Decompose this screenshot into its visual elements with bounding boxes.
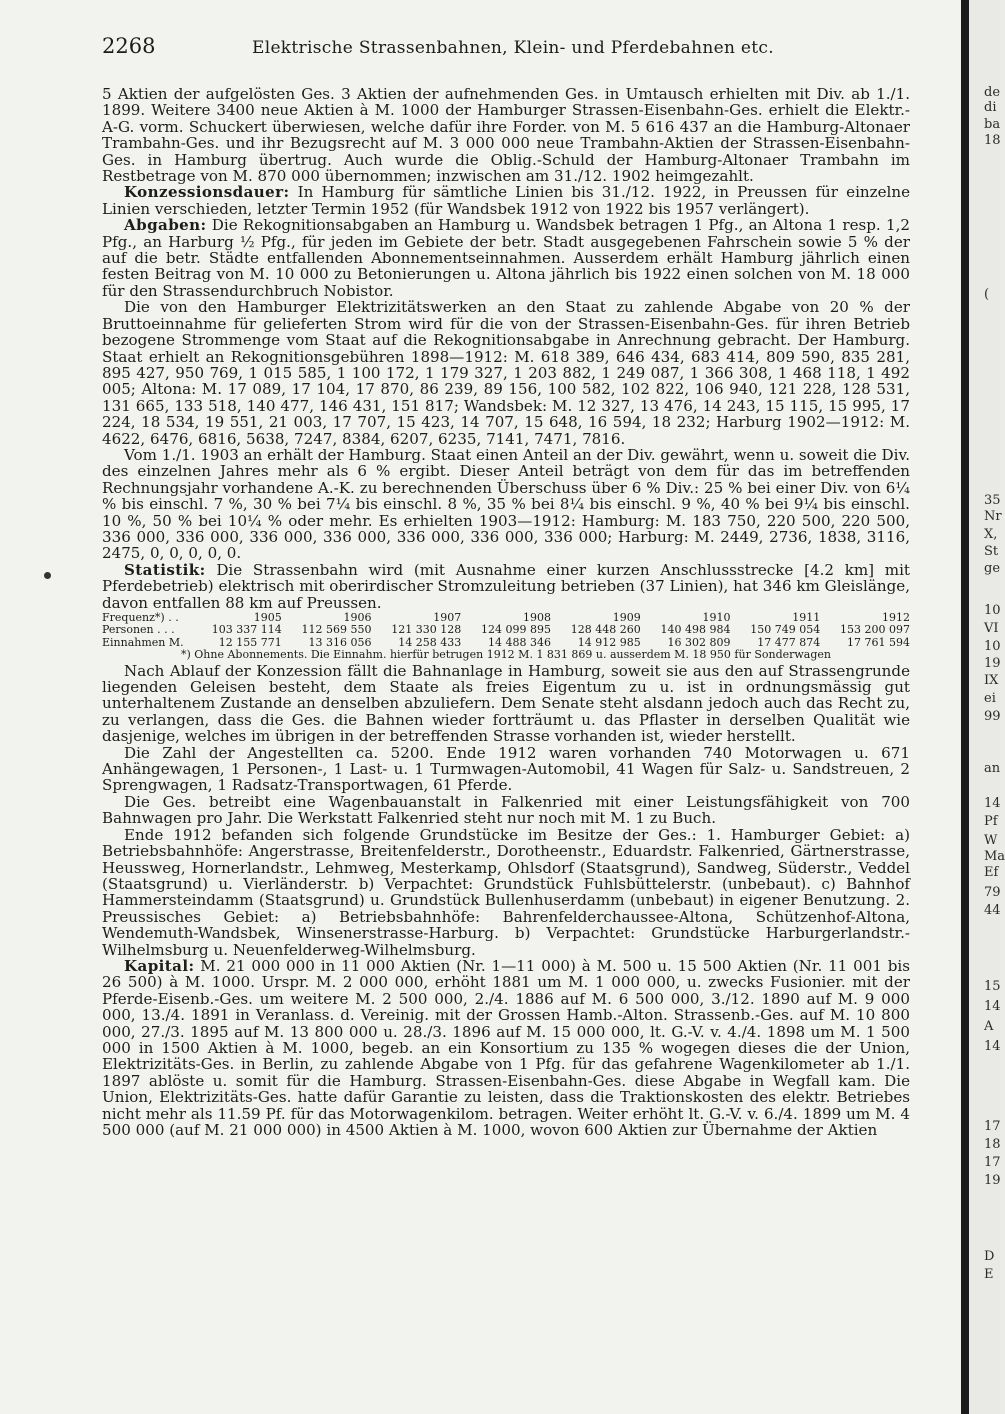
paragraphs-before-table	[102, 86, 910, 611]
edge-text-fragment: an	[984, 761, 1001, 776]
edge-text-fragment: 14	[984, 796, 1001, 811]
edge-text-fragment: St	[984, 544, 999, 559]
edge-text-fragment: 10	[984, 603, 1001, 618]
edge-text-fragment: D	[984, 1249, 995, 1264]
table-cell: 121 330 128	[391, 623, 462, 637]
edge-text-fragment: 17	[984, 1119, 1001, 1134]
text-block	[102, 86, 910, 1138]
edge-text-fragment: IX	[984, 673, 999, 688]
year-header-cell: 1911	[792, 611, 821, 624]
edge-text-fragment: 17	[984, 1155, 1001, 1170]
paragraph-text: In Hamburg für sämtliche Linien bis 31./12. 1922, in Preussen für einzelne Linien verschieden, letzter Termin 1952 (für Wandsbek 1912 von 1922 bis 1957 verlängert).	[102, 183, 910, 218]
edge-text-fragment: W	[984, 833, 998, 848]
edge-text-fragment: Nr	[984, 509, 1002, 524]
table-cell: 103 337 114	[211, 623, 282, 637]
paragraph-text: M. 21 000 000 in 11 000 Aktien (Nr. 1—11 000) à M. 500 u. 15 500 Aktien (Nr. 11 001 bis 26 500) à M. 1000. Urspr. M. 2 000 000, erhöht 1881 um M. 1 000 000, u. zwecks Fusionier. mit der Pferde-Eisenb.-Ges. um weitere M. 2 500 000, 2./4. 1886 auf M. 6 500 000, 3./12. 1890 auf M. 9 000 000, 13./4. 1891 in Veranlass. d. Vereinig. mit der Grossen Hamb.-Alton. Strassenb.-Ges. auf M. 10 800 000, 27./3. 1895 auf M. 13 800 000 u. 28./3. 1896 auf M. 15 000 000, lt. G.-V. v. 4./4. 1898 um M. 1 500 000 in 1500 Aktien à M. 1000, begeb. an ein Konsortium zu 135 % wogegen dieses die der Union, Elektrizitäts-Ges. in Berlin, zu zahlende Abgabe von 1 Pfg. für das gefahrene Wagenkilometer ab 1./1. 1897 ablöste u. somit für die Hamburg. Strassen-Eisenbahn-Ges. diese Abgabe in Wegfall kam. Die Union, Elektrizitäts-Ges. hatte dafür Garantie zu leisten, dass die Traktionskosten des elektr. Betriebes nicht mehr als 11.59 Pf. für das Motorwagenkilom. betragen. Weiter erhöht lt. G.-V. v. 6./4. 1899 um M. 4 500 000 (auf M. 21 000 000) in 4500 Aktien à M. 1000, wovon 600 Aktien zur Übernahme der Aktien	[102, 956, 910, 1139]
edge-text-fragment: ge	[984, 561, 1001, 576]
edge-text-fragment: 19	[984, 1173, 1001, 1188]
edge-text-fragment: 18	[984, 133, 1001, 148]
paragraph-text: Die von den Hamburger Elektrizitätswerken an den Staat zu zahlende Abgabe von 20 % der Bruttoeinnahme für gelieferten Strom wird für die von der Strassen-Eisenbahn-Ges. für ihren Betrieb bezogene Strommenge vom Staat auf die Rekognitionsabgabe in Anrechnung gebracht. Der Hamburg. Staat erhielt an Rekognitionsgebühren 1898—1912: M. 618 389, 646 434, 683 414, 809 590, 835 281, 895 427, 950 769, 1 015 585, 1 100 172, 1 179 327, 1 203 882, 1 249 087, 1 366 308, 1 468 118, 1 492 005; Altona: M. 17 089, 17 104, 17 870, 86 239, 89 156, 100 582, 102 822, 106 940, 121 228, 128 531, 131 665, 133 518, 140 477, 146 431, 151 817; Wandsbek: M. 12 327, 13 476, 14 243, 15 115, 15 995, 17 224, 18 534, 19 551, 21 003, 17 707, 15 423, 14 707, 15 648, 16 594, 18 232; Harburg 1902—1912: M. 4622, 6476, 6816, 5638, 7247, 8384, 6207, 6235, 7141, 7471, 7816.	[102, 298, 910, 448]
table-cell: 128 448 260	[570, 623, 641, 637]
frequency-table	[102, 612, 910, 649]
edge-text-fragment: E	[984, 1267, 994, 1282]
edge-text-fragment: 79	[984, 885, 1001, 900]
paragraph-heading: Konzessionsdauer:	[124, 183, 290, 202]
edge-text-fragment: Ef	[984, 865, 999, 880]
edge-text-fragment: ei	[984, 691, 996, 706]
page-number: 2268	[102, 34, 156, 58]
edge-text-fragment: 18	[984, 1137, 1001, 1152]
edge-text-fragment: 14	[984, 1039, 1001, 1054]
edge-text-fragment: di	[984, 100, 997, 115]
edge-text-fragment: VI	[984, 621, 999, 636]
paragraph	[102, 745, 910, 794]
paragraph-heading: Kapital:	[124, 956, 195, 975]
paragraph	[102, 958, 910, 1138]
paragraph-text: Ende 1912 befanden sich folgende Grundstücke im Besitze der Ges.: 1. Hamburger Gebiet: a) Betriebsbahnhöfe: Angerstrasse, Breitenfelderstr., Dorotheenstr., Eduardstr. Falkenried, Gärtnerstrasse, Heussweg, Hornerlandstr., Lehmweg, Mesterkamp, Ohlsdorf (Staatsgrund), Sandweg, Süderstr., Veddel (Staatsgrund) u. Vierländerstr. b) Verpachtet: Grundstück Fuhlsbüttelerstr. (unbebaut). c) Bahnhof Hammersteindamm (Staatsgrund) u. Grundstück Bullenhuserdamm (unbebaut) in eigener Benutzung. 2. Preussisches Gebiet: a) Betriebsbahnhöfe: Bahrenfelderchaussee-Altona, Schützenhof-Altona, Wendemuth-Wandsbek, Winsenerstrasse-Harburg. b) Verpachtet: Grundstücke Harburgerlandstr.-Wilhelmsburg u. Neuenfelderweg-Wilhelmsburg.	[102, 825, 910, 959]
paragraph-heading: Abgaben:	[124, 216, 207, 235]
paragraph	[102, 86, 910, 184]
year-header-cell: 1905	[253, 611, 282, 624]
year-header-cell: 1910	[702, 611, 731, 624]
running-title: Elektrische Strassenbahnen, Klein- und Pferdebahnen etc.	[252, 38, 774, 58]
table-cell: 112 569 550	[301, 623, 372, 637]
adjacent-page-edge	[970, 0, 1005, 1414]
edge-text-fragment: ba	[984, 117, 1001, 132]
table-cell: 153 200 097	[840, 623, 910, 637]
table-cell: 124 099 895	[481, 623, 551, 637]
paragraph-text: Die Rekognitionsabgaben an Hamburg u. Wandsbek betragen 1 Pfg., an Altona 1 resp. 1,2 Pfg., an Harburg ½ Pfg., für jeden im Gebiete der betr. Stadt ausgegebenen Fahrschein sowie 5 % der auf die betr. Städte entfallenden Abonnementseinnahmen. Ausserdem erhält Hamburg jährlich einen festen Beitrag von M. 10 000 zu Betonierungen u. Altona jährlich bis 1922 einen solchen von M. 18 000 für den Strassendurchbruch Nobistor.	[102, 216, 910, 300]
year-header-cell: 1909	[612, 611, 641, 624]
paragraph-heading: Statistik:	[124, 560, 206, 579]
edge-text-fragment: 44	[984, 903, 1001, 918]
year-header-cell: 1907	[433, 611, 462, 624]
paragraph	[102, 827, 910, 958]
paragraph	[102, 299, 910, 447]
paragraph	[102, 562, 910, 611]
row-label: Personen . . .	[102, 623, 175, 637]
paragraph-text: Die Ges. betreibt eine Wagenbauanstalt in Falkenried mit einer Leistungsfähigkeit von 700 Bahnwagen pro Jahr. Die Werkstatt Falkenried steht nur noch mit M. 1 zu Buch.	[102, 792, 910, 828]
edge-text-fragment: 10	[984, 639, 1001, 654]
paragraph-text: Die Strassenbahn wird (mit Ausnahme einer kurzen Anschlussstrecke [4.2 km] mit Pferdebetrieb) elektrisch mit oberirdischer Stromzuleitung betrieben (37 Linien), hat 346 km Gleislänge, davon entfallen 88 km auf Preussen.	[102, 560, 910, 612]
edge-text-fragment: 14	[984, 999, 1001, 1014]
paragraph	[102, 794, 910, 827]
table-cell: 12 155 771	[218, 635, 282, 649]
row-label: Frequenz*) . .	[102, 611, 179, 624]
edge-text-fragment: X,	[984, 527, 998, 542]
year-header-cell: 1912	[882, 611, 910, 624]
year-header-cell: 1908	[523, 611, 551, 624]
row-label: Einnahmen M.	[102, 635, 184, 649]
table-cell: 140 498 984	[660, 623, 731, 637]
paragraph-text: 5 Aktien der aufgelösten Ges. 3 Aktien der aufnehmenden Ges. in Umtausch erhielten mit Div. ab 1./1. 1899. Weitere 3400 neue Aktien à M. 1000 der Hamburger Strassen-Eisenbahn-Ges. erhielt die Elektr.-A-G. vorm. Schuckert überwiesen, welche dafür ihre Forder. von M. 5 616 437 an die Hamburg-Altonaer Trambahn-Ges. und ihr Bezugsrecht auf M. 3 000 000 neue Trambahn-Aktien der Strassen-Eisenbahn-Ges. in Hamburg übertrug. Auch wurde die Oblig.-Schuld der Hamburg-Altonaer Trambahn im Restbetrage von M. 870 000 übernommen; inzwischen am 31./12. 1902 heimgezahlt.	[102, 85, 910, 186]
table-cell: 17 761 594	[847, 635, 910, 649]
edge-text-fragment: Ma	[984, 849, 1005, 864]
paragraph	[102, 447, 910, 562]
running-head	[102, 34, 912, 64]
table-cell: 14 258 433	[398, 635, 462, 649]
paragraph	[102, 663, 910, 745]
table-cell: 14 488 346	[488, 635, 551, 649]
table-row	[102, 624, 910, 636]
edge-text-fragment: de	[984, 85, 1001, 100]
table-cell: 16 302 809	[667, 635, 731, 649]
table-footnote: *) Ohne Abonnements. Die Einnahm. hierfür betrugen 1912 M. 1 831 869 u. ausserdem M. 18 950 für Sonderwagen	[180, 648, 831, 662]
paragraph-text: Vom 1./1. 1903 an erhält der Hamburg. Staat einen Anteil an der Div. gewährt, wenn u. soweit die Div. des einzelnen Jahres mehr als 6 % ergibt. Dieser Anteil beträgt von dem für das im betreffenden Rechnungsjahr vorhandene A.-K. zu berechnenden Überschuss über 6 % Div.: 25 % bei einer Div. von 6¼ % bis einschl. 7 %, 30 % bei 7¼ bis einschl. 8 %, 35 % bei 8¼ bis einschl. 9 %, 40 % bei 9¼ bis einschl. 10 %, 50 % bei 10¼ % oder mehr. Es erhielten 1903—1912: Hamburg: M. 183 750, 220 500, 220 500, 336 000, 336 000, 336 000, 336 000, 336 000, 336 000, 336 000; Harburg: M. 2449, 2736, 1838, 3116, 2475, 0, 0, 0, 0, 0.	[102, 445, 910, 563]
year-header-cell: 1906	[343, 611, 372, 624]
page-gutter	[961, 0, 969, 1414]
table-cell: 14 912 985	[577, 635, 641, 649]
table-cell: 13 316 056	[308, 635, 372, 649]
margin-mark	[44, 572, 51, 579]
table-body	[102, 624, 910, 649]
edge-text-fragment: (	[984, 287, 990, 302]
table-cell: 17 477 874	[757, 635, 821, 649]
edge-text-fragment: 99	[984, 709, 1001, 724]
paragraph-text: Die Zahl der Angestellten ca. 5200. Ende 1912 waren vorhanden 740 Motorwagen u. 671 Anhängewagen, 1 Personen-, 1 Last- u. 1 Turmwagen-Automobil, 41 Wagen für Salz- u. Sandstreuen, 2 Sprengwagen, 1 Radsatz-Transportwagen, 61 Pferde.	[102, 743, 910, 795]
edge-text-fragment: 19	[984, 656, 1001, 671]
edge-text-fragment: Pf	[984, 814, 998, 829]
edge-text-fragment: A	[984, 1019, 994, 1034]
paragraph	[102, 217, 910, 299]
paragraph	[102, 184, 910, 217]
paragraphs-after-table	[102, 663, 910, 1139]
table-cell: 150 749 054	[750, 623, 821, 637]
edge-text-fragment: 35	[984, 493, 1001, 508]
paragraph-text: Nach Ablauf der Konzession fällt die Bahnanlage in Hamburg, soweit sie aus den auf Strassengrunde liegenden Geleisen besteht, dem Staate als freies Eigentum zu u. ist in ordnungsmässig gut unterhaltenem Zustande an denselben abzuliefern. Dem Senate steht alsdann jedoch auch das Recht zu, zu verlangen, dass die Ges. die Bahnen wieder fortträumt u. das Pflaster in derselben Qualität wie dasjenige, welches im übrigen in der betreffenden Strasse vorhanden ist, wieder herstellt.	[102, 661, 910, 746]
edge-text-fragment: 15	[984, 979, 1001, 994]
